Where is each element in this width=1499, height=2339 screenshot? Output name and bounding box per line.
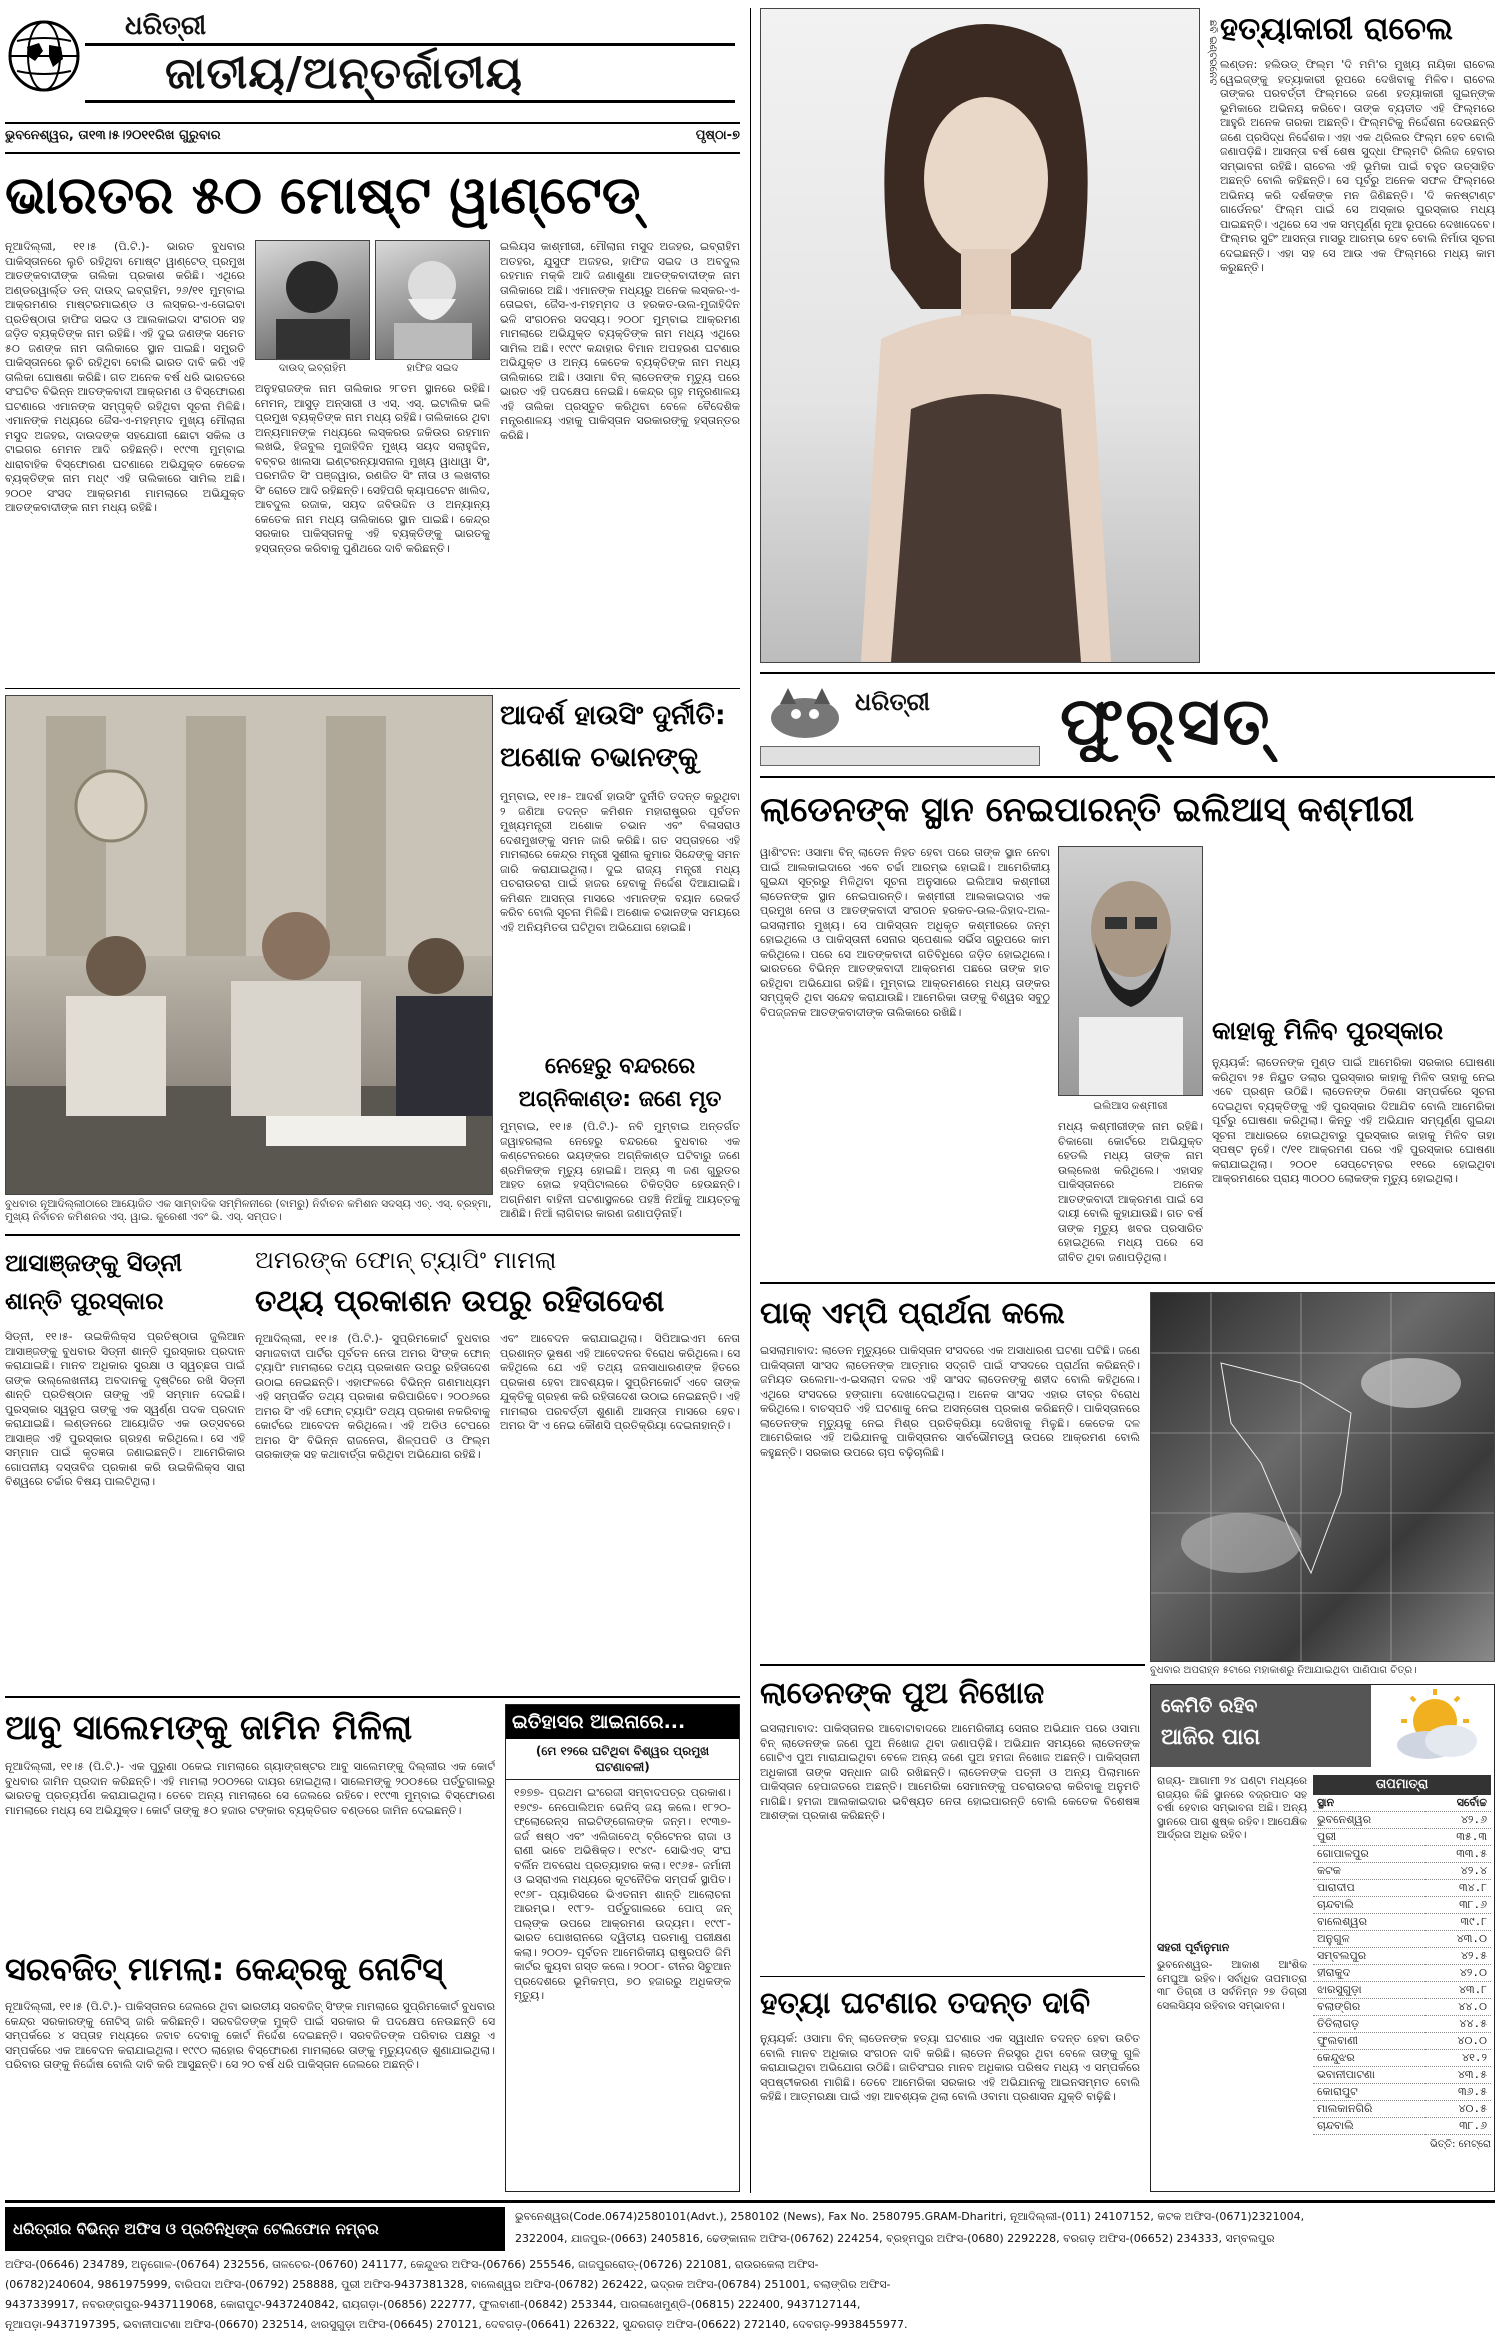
rachel-body: ଲଣ୍ଡନ: ହଲିଉଡ୍ ଫିଲ୍ମ 'ଦି ମମି'ର ମୁଖ୍ୟ ନାୟିକା ରାଚେଲ ୱେଇଜ୍‌ଙ୍କୁ ହତ୍ୟାକାରୀ ରୂପରେ ଦେଖିବାକୁ ମିଳିବ। ରାଚେଲ ତାଙ୍କର ପରବର୍ତ୍ତୀ ଫିଲ୍ମରେ ଜଣେ ହତ୍ୟାକାରୀ ଗୁଇନ୍‌ଙ୍କ ଭୂମିକାରେ ଅଭିନୟ କରିବେ। ତାଙ୍କ ବ୍ୟତୀତ ଏହି ଫିଲ୍ମରେ ଆହୁରି ଅନେକ ତାରକା ଅଛନ୍ତି। ଫିଲ୍ମଟିକୁ ନିର୍ଦ୍ଦେଶନା ଦେଉଛନ୍ତି ଜଣେ ପ୍ରସିଦ୍ଧ ନିର୍ଦ୍ଦେଶକ। ଏହା ଏକ ଥ୍ରିଲର ଫିଲ୍ମ ହେବ ବୋଲି ଜଣାପଡ଼ିଛି। ଆସନ୍ତା ବର୍ଷ ଶେଷ ସୁଦ୍ଧା ଫିଲ୍ମଟି ରିଲିଜ ହେବାର ସମ୍ଭାବନା ରହିଛି। ରାଚେଲ ଏହି ଭୂମିକା ପାଇଁ ବହୁତ ଉତ୍ସାହିତ ଅଛନ୍ତି ବୋଲି କହିଛନ୍ତି। ସେ ପୂର୍ବରୁ ଅନେକ ସଫଳ ଫିଲ୍ମରେ ଅଭିନୟ କରି ଦର୍ଶକଙ୍କ ମନ ଜିଣିଛନ୍ତି। 'ଦି କନଷ୍ଟାଣ୍ଟ ଗାର୍ଡେନର' ଫିଲ୍ମ ପାଇଁ ସେ ଅସ୍କାର ପୁରସ୍କାର ମଧ୍ୟ ପାଇଛନ୍ତି। ଏଥିରେ ସେ ଏକ ସମ୍ପୂର୍ଣ୍ଣ ନୂଆ ରୂପରେ ଦେଖାଦେବେ। ଫିଲ୍ମର ସୁଟିଂ ଆସନ୍ତା ମାସରୁ ଆରମ୍ଭ ହେବ ବୋଲି ନିର୍ମାତା ସୂଚନା ଦେଇଛନ୍ତି। ଏହା ସହ ସେ ଆଉ ଏକ ଫିଲ୍ମରେ ମଧ୍ୟ କାମ କରୁଛନ୍ତି। [1220, 58, 1495, 274]
city-forecast-heading: ସହରୀ ପୂର୍ବାନୁମାନ [1157, 1941, 1230, 1954]
murder-probe-body: ନ୍ୟୁୟର୍କ: ଓସାମା ବିନ୍ ଲାଡେନଙ୍କ ହତ୍ୟା ଘଟଣାର ଏକ ସ୍ୱାଧୀନ ତଦନ୍ତ ହେବା ଉଚିତ ବୋଲି ମାନବ ଅଧିକାର ସଂଗଠନ ଦାବି କରିଛି। ଲାଡେନ ନିରସ୍ତ୍ର ଥିବା ବେଳେ ତାଙ୍କୁ ଗୁଳି କରାଯାଇଥିବା ଅଭିଯୋଗ ଉଠିଛି। ଜାତିସଂଘର ମାନବ ଅଧିକାର ପରିଷଦ ମଧ୍ୟ ଏ ସମ୍ପର୍କରେ ସ୍ପଷ୍ଟୀକରଣ ମାଗିଛି। ତେବେ ଆମେରିକା ସରକାର ଏହି ଅଭିଯାନକୁ ଆଇନସମ୍ମତ ବୋଲି କହିଛି। ଆତ୍ମରକ୍ଷା ପାଇଁ ଏହା ଆବଶ୍ୟକ ଥିଲା ବୋଲି ଓବାମା ପ୍ରଶାସନ ଯୁକ୍ତି ବାଢ଼ିଛି। [760, 2032, 1140, 2103]
amar-headline: ତଥ୍ୟ ପ୍ରକାଶନ ଉପରୁ ରହିତାଦେଶ [255, 1284, 665, 1319]
satellite-image [1150, 1292, 1495, 1662]
story1-body-a: ନୂଆଦିଲ୍ଲୀ, ୧୧।୫ (ପି.ଟି.)- ଭାରତ ବୁଧବାର ପାକିସ୍ତାନରେ ଲୁଚି ରହିଥିବା ମୋଷ୍ଟ ୱାଣ୍ଟେଡ୍ ପ୍ରମୁଖ ଆତଙ୍କବାଦୀଙ୍କ ତାଲିକା ପ୍ରକାଶ କରିଛି। ଏଥିରେ ଅଣ୍ଡରୱାର୍ଲ୍ଡ ଡନ୍ ଦାଉଦ୍ ଇବ୍ରାହିମ, ୨୬/୧୧ ମୁମ୍ବାଇ ଆକ୍ରମଣର ମାଷ୍ଟରମାଇଣ୍ଡ ଓ ଲସ୍କର-ଏ-ତୋଇବା ପ୍ରତିଷ୍ଠାତା ହାଫିଜ ସଇଦ ଓ ଆଲକାଇଦା ସଂଗଠନ ସହ ଜଡ଼ିତ ବ୍ୟକ୍ତିଙ୍କ ନାମ ରହିଛି। ଏହି ଦୁଇ ଜଣଙ୍କ ସମେତ ୫୦ ଜଣଙ୍କ ନାମ ତାଲିକାରେ ସ୍ଥାନ ପାଇଛି। ସମ୍ପ୍ରତି ପାକିସ୍ତାନରେ ଲୁଚି ରହିଥିବା ବୋଲି ଭାରତ ଦାବି କରି ଏହି ତାଲିକା ଘୋଷଣା କରିଛି। ଗତ ଅନେକ ବର୍ଷ ଧରି ଭାରତରେ ସଂଘଟିତ ବିଭିନ୍ନ ଆତଙ୍କବାଦୀ ଆକ୍ରମଣ ଓ ବିସ୍ଫୋରଣ ଘଟଣାରେ ଏମାନଙ୍କ ସମ୍ପୃକ୍ତି ରହିଥିବା ସୂଚନା ମିଳିଛି। ଏମାନଙ୍କ ମଧ୍ୟରେ ଜୈସ-ଏ-ମହମ୍ମଦ ମୁଖ୍ୟ ମୌଲାନା ମସୁଦ ଅଜହର, ଦାଉଦଙ୍କ ସହଯୋଗୀ ଛୋଟା ସକିଲ ଓ ଟାଇଗର ମେମନ ଆଦି ରହିଛନ୍ତି। ୧୯୯୩ ମୁମ୍ବାଇ ଧାରାବାହିକ ବିସ୍ଫୋରଣ ଘଟଣାରେ ଅଭିଯୁକ୍ତ କେତେକ ବ୍ୟକ୍ତିଙ୍କ ନାମ ମଧ୍୯ ଏହି ତାଲିକାରେ ସାମିଲ ଅଛି। ୨୦୦୧ ସଂସଦ ଆକ୍ରମଣ ମାମଲାରେ ଅଭିଯୁକ୍ତ ଆତଙ୍କବାଦୀଙ୍କ ନାମ ମଧ୍ୟ ରହିଛି। [5, 240, 245, 514]
history-subtitle: (ମେ ୧୨ରେ ଘଟିଥିବା ବିଶ୍ୱର ପ୍ରମୁଖ ଘଟଣାବଳୀ) [506, 1739, 739, 1780]
abu-headline: ଆବୁ ସାଲେମଙ୍କୁ ଜାମିନ ମିଳିଲା [5, 1708, 413, 1748]
temp-rows [1313, 1795, 1491, 2135]
footer-line6: ନୂଆପଡ଼ା-9437197395, ଭବାନୀପାଟଣା ଅଫିସ-(06670) 232514, ଝାରସୁଗୁଡ଼ା ଅଫିସ-(06645) 270121, ଦେବଗଡ଼-(06641) 226322, ସୁନ୍ଦରଗଡ଼ ଅଫିସ-(06622) 272140, ଦେବଗଡ଼-9938455977. [5, 2318, 908, 2331]
amar-body-a: ନୂଆଦିଲ୍ଲୀ, ୧୧।୫ (ପି.ଟି.)- ସୁପ୍ରିମକୋର୍ଟ ବୁଧବାର ସମାଜବାଦୀ ପାର୍ଟିର ପୂର୍ବତନ ନେତା ଅମର ସିଂଙ୍କ ଫୋନ୍ ଟ୍ୟାପିଂ ମାମଲାରେ ତଥ୍ୟ ପ୍ରକାଶନ ଉପରୁ ରହିତାଦେଶ ଉଠାଇ ନେଇଛନ୍ତି। ଏହାଫଳରେ ବିଭିନ୍ନ ଗଣମାଧ୍ୟମ ଏହି ସମ୍ପର୍କିତ ତଥ୍ୟ ପ୍ରକାଶ କରିପାରିବେ। ୨୦୦୬ରେ ଅମର ସିଂ ଏହି ଫୋନ୍ ଟ୍ୟାପିଂ ତଥ୍ୟ ପ୍ରକାଶ ନକରିବାକୁ କୋର୍ଟରେ ଆବେଦନ କରିଥିଲେ। ଏହି ଅଡିଓ ଟେପରେ ଅମର ସିଂ ବିଭିନ୍ନ ରାଜନେତା, ଶିଳ୍ପପତି ଓ ଫିଲ୍ମ ତାରକାଙ୍କ ସହ କଥାବାର୍ତ୍ତା କରିଥିବା ଅଭିଯୋଗ ରହିଛି। [255, 1332, 490, 1461]
history-body: ୧୭୭୭- ପ୍ରଥମ ଇଂରେଜୀ ସମ୍ବାଦପତ୍ର ପ୍ରକାଶ। ୧୭୯୭- ନେପୋଲିଅନ ଭେନିସ୍ ଜୟ କଲେ। ୧୮୨୦- ଫ୍ଲୋରେନ୍ସ ନାଇଟିଙ୍ଗେଲଙ୍କ ଜନ୍ମ। ୧୯୩୭- ଜର୍ଜ ଷଷ୍ଠ ଏବଂ ଏଲିଜାବେଥ୍ ବ୍ରିଟେନର ରାଜା ଓ ରାଣୀ ଭାବେ ଅଭିଷିକ୍ତ। ୧୯୪୯- ସୋଭିଏତ୍ ସଂଘ ବର୍ଲିନ ଅବରୋଧ ପ୍ରତ୍ୟାହାର କଲା। ୧୯୬୫- ଜର୍ମାନୀ ଓ ଇସ୍ରାଏଲ ମଧ୍ୟରେ କୂଟନୈତିକ ସମ୍ପର୍କ ସ୍ଥାପିତ। ୧୯୬୮- ପ୍ୟାରିସରେ ଭିଏତନାମ ଶାନ୍ତି ଆଲୋଚନା ଆରମ୍ଭ। ୧୯୮୨- ପର୍ତ୍ତୁଗାଲରେ ପୋପ୍ ଜନ୍ ପଲ୍‌ଙ୍କ ଉପରେ ଆକ୍ରମଣ ଉଦ୍ୟମ। ୧୯୯୮- ଭାରତ ପୋଖରାନରେ ଦ୍ୱିତୀୟ ପରମାଣୁ ପରୀକ୍ଷଣ କଲା। ୨୦୦୨- ପୂର୍ବତନ ଆମେରିକୀୟ ରାଷ୍ଟ୍ରପତି ଜିମି କାର୍ଟର କ୍ୟୁବା ଗସ୍ତ କଲେ। ୨୦୦୮- ଚୀନର ସିଚୁଆନ ପ୍ରଦେଶରେ ଭୂମିକମ୍ପ, ୭୦ ହଜାରରୁ ଅଧିକଙ୍କ ମୃତ୍ୟୁ। [514, 1786, 731, 2002]
satellite-caption: ବୁଧବାର ଅପରାହ୍ନ ୫ଟାରେ ମହାକାଶରୁ ନିଆଯାଇଥିବା ପାଣିପାଗ ଚିତ୍ର। [1150, 1665, 1417, 1676]
table-row: କଟକ ୪୨.୪ [1313, 1863, 1491, 1880]
table-row: ଚାନ୍ଦବାଲି ୩୮.୬ [1313, 2118, 1491, 2135]
daud-photo [255, 240, 370, 360]
laden-son-headline: ଲାଡେନଙ୍କ ପୁଅ ନିଖୋଜ [760, 1676, 1045, 1711]
footer [5, 2200, 1495, 2334]
table-row: ମାଲକାନଗିରି ୪୦.୫ [1313, 2101, 1491, 2118]
temp-title: ତାପମାତ୍ରା [1313, 1775, 1491, 1795]
award-who-body: ନ୍ୟୁୟର୍କ: ଲାଡେନଙ୍କ ମୁଣ୍ଡ ପାଇଁ ଆମେରିକା ସରକାର ଘୋଷଣା କରିଥିବା ୨୫ ନିୟୁତ ଡଲାର ପୁରସ୍କାର କାହାକୁ ମିଳିବ ତାହାକୁ ନେଇ ଏବେ ପ୍ରଶ୍ନ ଉଠିଛି। ଲାଡେନଙ୍କ ଠିକଣା ସମ୍ପର୍କରେ ସୂଚନା ଦେଇଥିବା ବ୍ୟକ୍ତିଙ୍କୁ ଏହି ପୁରସ୍କାର ଦିଆଯିବ ବୋଲି ଆମେରିକା ପୂର୍ବରୁ ଘୋଷଣା କରିଥିଲା। କିନ୍ତୁ ଏହି ଅଭିଯାନ ସମ୍ପୂର୍ଣ୍ଣ ଗୁଇନ୍ଦା ସୂଚନା ଆଧାରରେ ହୋଇଥିବାରୁ ପୁରସ୍କାର କାହାକୁ ମିଳିବ ତାହା ସ୍ପଷ୍ଟ ନୁହେଁ। ୯/୧୧ ଆକ୍ରମଣ ପରେ ଏହି ପୁରସ୍କାର ଘୋଷଣା କରାଯାଇଥିଲା। ୨୦୦୧ ସେପ୍ଟେମ୍ବର ୧୧ରେ ହୋଇଥିବା ଆକ୍ରମଣରେ ପ୍ରାୟ ୩୦୦୦ ଲୋକଙ୍କ ମୃତ୍ୟୁ ହୋଇଥିଲା। [1212, 1056, 1495, 1185]
amar-body-b: ଏବଂ ଆବେଦନ କରାଯାଇଥିଲା। ସିପିଆଇଏମ ନେତା ପ୍ରଶାନ୍ତ ଭୂଷଣ ଏହି ଆବେଦନର ବିରୋଧ କରିଥିଲେ। ସେ କହିଥିଲେ ଯେ ଏହି ତଥ୍ୟ ଜନସାଧାରଣଙ୍କ ହିତରେ ପ୍ରକାଶ ହେବା ଆବଶ୍ୟକ। ସୁପ୍ରିମକୋର୍ଟ ଏବେ ତାଙ୍କ ଯୁକ୍ତିକୁ ଗ୍ରହଣ କରି ରହିତାଦେଶ ଉଠାଇ ନେଇଛନ୍ତି। ଏହି ମାମଲାର ପରବର୍ତ୍ତୀ ଶୁଣାଣି ଆସନ୍ତା ମାସରେ ହେବ। ଅମର ସିଂ ଏ ନେଇ କୌଣସି ପ୍ରତିକ୍ରିୟା ଦେଇନାହାନ୍ତି। [500, 1332, 740, 1432]
asanje-headline: ଆସାଞ୍ଜଙ୍କୁ ସିଡ୍‌ନୀ ଶାନ୍ତି ପୁରସ୍କାର [5, 1249, 183, 1315]
sarabjit-body: ନୂଆଦିଲ୍ଲୀ, ୧୧।୫ (ପି.ଟି.)- ପାକିସ୍ତାନର ଜେଲରେ ଥିବା ଭାରତୀୟ ସରବଜିତ୍ ସିଂଙ୍କ ମାମଲାରେ ସୁପ୍ରିମକୋର୍ଟ ବୁଧବାର କେନ୍ଦ୍ର ସରକାରଙ୍କୁ ନୋଟିସ୍ ଜାରି କରିଛନ୍ତି। ସରବଜିତଙ୍କ ମୁକ୍ତି ପାଇଁ ସରକାର କି ପଦକ୍ଷେପ ନେଉଛନ୍ତି ସେ ସମ୍ପର୍କରେ ୪ ସପ୍ତାହ ମଧ୍ୟରେ ଜବାବ ଦେବାକୁ କୋର୍ଟ ନିର୍ଦ୍ଦେଶ ଦେଇଛନ୍ତି। ସରବଜିତଙ୍କ ପରିବାର ପକ୍ଷରୁ ଏ ସମ୍ପର୍କରେ ଏକ ଆବେଦନ କରାଯାଇଥିଲା। ୧୯୯୦ ଲାହୋର ବିସ୍ଫୋରଣ ମାମଲାରେ ତାଙ୍କୁ ମୃତ୍ୟୁଦଣ୍ଡ ଶୁଣାଯାଇଥିଲା। ପରିବାର ତାଙ୍କୁ ନିର୍ଦ୍ଦୋଷ ବୋଲି ଦାବି କରି ଆସୁଛନ୍ତି। ସେ ୨୦ ବର୍ଷ ଧରି ପାକିସ୍ତାନ ଜେଲରେ ଅଛନ୍ତି। [5, 2000, 495, 2071]
table-row: ବଲାଙ୍ଗିର ୪୪.୦ [1313, 1999, 1491, 2016]
fursat-logo: ଧରିତ୍ରୀ [855, 687, 930, 716]
footer-title: ଧରିତ୍ରୀର ବିଭିନ୍ନ ଅଫିସ ଓ ପ୍ରତିନିଧିଙ୍କ ଟେଲିଫୋନ ନମ୍ବର [5, 2207, 505, 2251]
pak-mp-body: ଇସଲାମାବାଦ: ଲାଡେନ ମୃତ୍ୟୁରେ ପାକିସ୍ତାନ ସଂସଦରେ ଏକ ଅସାଧାରଣ ଘଟଣା ଘଟିଛି। ଜଣେ ପାକିସ୍ତାନୀ ସାଂସଦ ଲାଡେନଙ୍କ ଆତ୍ମାର ସଦ୍‌ଗତି ପାଇଁ ସଂସଦରେ ପ୍ରାର୍ଥନା କରିଛନ୍ତି। ଜମିୟତ ଉଲେମା-ଏ-ଇସଲାମ ଦଳର ଏହି ସାଂସଦ ଲାଡେନଙ୍କୁ ଶହୀଦ ବୋଲି କହିଥିଲେ। ଏଥିରେ ସଂସଦରେ ହଙ୍ଗାମା ଦେଖାଦେଇଥିଲା। ଅନେକ ସାଂସଦ ଏହାର ତୀବ୍ର ବିରୋଧ କରିଥିଲେ। ବାଚସ୍ପତି ଏହି ଘଟଣାକୁ ନେଇ ଅସନ୍ତୋଷ ପ୍ରକାଶ କରିଛନ୍ତି। ପାକିସ୍ତାନରେ ଲାଡେନଙ୍କ ମୃତ୍ୟୁକୁ ନେଇ ମିଶ୍ର ପ୍ରତିକ୍ରିୟା ଦେଖିବାକୁ ମିଳୁଛି। କେତେକ ଦଳ ଆମେରିକାର ଏହି ଅଭିଯାନକୁ ପାକିସ୍ତାନର ସାର୍ବଭୌମତ୍ୱ ଉପରେ ଆକ୍ରମଣ ବୋଲି କହୁଛନ୍ତି। ସରକାର ଉପରେ ଚାପ ବଢ଼ିଚାଲିଛି। [760, 1344, 1140, 1459]
adarsh-body: ମୁମ୍ବାଇ, ୧୧।୫- ଆଦର୍ଶ ହାଉସିଂ ଦୁର୍ନୀତି ତଦନ୍ତ କରୁଥିବା ୨ ଜଣିଆ ତଦନ୍ତ କମିଶନ ମହାରାଷ୍ଟ୍ରର ପୂର୍ବତନ ମୁଖ୍ୟମନ୍ତ୍ରୀ ଅଶୋକ ଚଭାନ ଏବଂ ବିଳାସରାଓ ଦେଶମୁଖଙ୍କୁ ସମନ ଜାରି କରିଛି। ଗତ ସପ୍ତାହରେ ଏହି ମାମଲାରେ କେନ୍ଦ୍ର ମନ୍ତ୍ରୀ ସୁଶୀଲ କୁମାର ସିନ୍ଦେଙ୍କୁ ସମନ ଜାରି କରାଯାଇଥିଲା। ଦୁଇ ରାଜ୍ୟ ମନ୍ତ୍ରୀ ମଧ୍ୟ ପଚରାଉଚରା ପାଇଁ ହାଜର ହେବାକୁ ନିର୍ଦ୍ଦେଶ ଦିଆଯାଇଛି। କମିଶନ ଆସନ୍ତା ମାସରେ ଏମାନଙ୍କ ବୟାନ ରେକର୍ଡ କରିବ ବୋଲି ସୂଚନା ମିଳିଛି। ଅଶୋକ ଚଭାନଙ୍କ ସମୟରେ ଏହି ଅନିୟମିତତା ଘଟିଥିବା ଅଭିଯୋଗ ହୋଇଛି। [500, 790, 740, 934]
table-row: ପାରାଦୀପ ୩୪.୮ [1313, 1880, 1491, 1897]
fursat-title: ଫୁର୍‌ସତ୍ [1060, 683, 1272, 760]
table-row: କେନ୍ଦୁଝର ୪୧.୨ [1313, 2050, 1491, 2067]
table-row: ପୁରୀ ୩୫.୩ [1313, 1829, 1491, 1846]
laden-place-body-b: ମଧ୍ୟ କଶ୍ମୀରୀଙ୍କ ନାମ ରହିଛି। ଚିକାଗୋ କୋର୍ଟରେ ଅଭିଯୁକ୍ତ ହେଡଲି ମଧ୍ୟ ତାଙ୍କ ନାମ ଉଲ୍ଲେଖ କରିଥିଲେ। ଏହାସହ ପାକିସ୍ତାନରେ ଅନେକ ଆତଙ୍କବାଦୀ ଆକ୍ରମଣ ପାଇଁ ସେ ଦାୟୀ ବୋଲି କୁହାଯାଉଛି। ଗତ ବର୍ଷ ତାଙ୍କ ମୃତ୍ୟୁ ଖବର ପ୍ରସାରିତ ହୋଇଥିଲେ ମଧ୍ୟ ପରେ ସେ ଜୀବିତ ଥିବା ଜଣାପଡ଼ିଥିଲା। [1058, 1120, 1203, 1264]
amar-kicker: ଅମରଙ୍କ ଫୋନ୍ ଟ୍ୟାପିଂ ମାମଲା [255, 1246, 557, 1274]
press-photo-caption: ବୁଧବାର ନୂଆଦିଲ୍ଲୀଠାରେ ଆୟୋଜିତ ଏକ ସାମ୍ବାଦିକ ସମ୍ମିଳନୀରେ (ବାମରୁ) ନିର୍ବାଚନ କମିଶନ ସଦସ୍ୟ ଏଚ୍. ଏସ୍. ବ୍ରହ୍ମା, ମୁଖ୍ୟ ନିର୍ବାଚନ କମିଶନର ଏସ୍. ୱାଇ. କୁରେଶୀ ଏବଂ ଭି. ଏସ୍. ସମ୍ପତ। [5, 1198, 492, 1223]
adarsh-headline: ଆଦର୍ଶ ହାଉସିଂ ଦୁର୍ନୀତି: ଅଶୋକ ଚଭାନଙ୍କୁ [500, 700, 726, 773]
kashmiri-photo [1058, 846, 1203, 1096]
table-row: ଝାରସୁଗୁଡ଼ା ୪୩.୮ [1313, 1982, 1491, 1999]
col-place: ସ୍ଥାନ [1313, 1795, 1425, 1812]
weather-body: ରାଜ୍ୟ- ଆଗାମୀ ୨୪ ଘଣ୍ଟା ମଧ୍ୟରେ ରାଜ୍ୟର କିଛି ସ୍ଥାନରେ ବଜ୍ରପାତ ସହ ବର୍ଷା ହେବାର ସମ୍ଭାବନା ଅଛି। ଅନ୍ୟ ସ୍ଥାନରେ ପାଗ ଶୁଷ୍କ ରହିବ। ଆପେକ୍ଷିକ ଆର୍ଦ୍ରତା ଅଧିକ ରହିବ। [1157, 1775, 1307, 1841]
history-title: ଇତିହାସର ଆଇନାରେ... [506, 1705, 739, 1739]
cartoon-cat-icon [760, 682, 850, 742]
murder-probe-headline: ହତ୍ୟା ଘଟଣାର ତଦନ୍ତ ଦାବି [760, 1986, 1091, 2021]
daud-caption: ଦାଉଦ୍ ଇବ୍ରାହିମ [278, 362, 347, 374]
footer-line4: (06782)240604, 9861975999, ବାରିପଦା ଅଫିସ-(06792) 258888, ପୁରୀ ଅଫିସ-9437381328, ବାଲେଶ୍ୱର ଅଫିସ-(06782) 262422, ଭଦ୍ରକ ଅଫିସ-(06784) 251001, ବଲାଙ୍ଗିର ଅଫିସ- [5, 2278, 891, 2291]
section-title [85, 43, 735, 103]
footer-line5: 9437339917, ନବରଙ୍ଗପୁର-9437119068, କୋରାପୁଟ-9437240842, ରାୟଗଡ଼ା-(06856) 222777, ଫୁଲବାଣୀ-(06842) 253344, ପାରଳାଖେମୁଣ୍ଡି-(06815) 222400, 9437127144, [5, 2298, 861, 2311]
section-title-text: ଜାତୀୟ/ଅନ୍ତର୍ଜାତୀୟ [165, 48, 523, 99]
paper-logo: ଧରିତ୍ରୀ [125, 11, 207, 41]
fursat-banner [760, 682, 1495, 774]
table-row: ବାଲେଶ୍ୱର ୩୯.୮ [1313, 1914, 1491, 1931]
table-row: ଭୁବନେଶ୍ୱର ୪୨.୬ [1313, 1812, 1491, 1829]
press-conference-photo [5, 695, 493, 1195]
weather-title-line2: ଆଜିର ପାଗ [1161, 1725, 1261, 1750]
table-row: ଗୋପାଳପୁର ୩୩.୫ [1313, 1846, 1491, 1863]
masthead [5, 5, 740, 117]
footer-line2: 2322004, ଯାଜପୁର-(0663) 2405816, ଢେଙ୍କାନାଳ ଅଫିସ-(06762) 224254, ବ୍ରହ୍ମପୁର ଅଫିସ-(0680) 2292228, ବରଗଡ଼ ଅଫିସ-(06652) 234333, ସମ୍ବଲପୁର [515, 2232, 1275, 2245]
rachel-headline: ହତ୍ୟାକାରୀ ରାଚେଲ [1220, 11, 1454, 47]
pak-mp-headline: ପାକ୍ ଏମ୍‌ପି ପ୍ରାର୍ଥନା କଲେ [760, 1296, 1065, 1331]
laden-place-body-a: ୱାଶିଂଟନ: ଓସାମା ବିନ୍ ଲାଡେନ ନିହତ ହେବା ପରେ ତାଙ୍କ ସ୍ଥାନ ନେବା ପାଇଁ ଆଲକାଇଦାରେ ଏବେ ଚର୍ଚ୍ଚା ଆରମ୍ଭ ହୋଇଛି। ଆମେରିକୀୟ ଗୁଇନ୍ଦା ସୂତ୍ରରୁ ମିଳିଥିବା ସୂଚନା ଅନୁସାରେ ଇଲିଆସ କଶ୍ମୀରୀ ଲାଡେନଙ୍କ ସ୍ଥାନ ନେଇପାରନ୍ତି। କଶ୍ମୀରୀ ଆଲକାଇଦାର ଏକ ପ୍ରମୁଖ ନେତା ଓ ଆତଙ୍କବାଦୀ ସଂଗଠନ ହରକତ-ଉଲ-ଜିହାଦ-ଅଲ-ଇସଲାମୀର ମୁଖ୍ୟ। ସେ ପାକିସ୍ତାନ ଅଧିକୃତ କଶ୍ମୀରରେ ଜନ୍ମ ହୋଇଥିଲେ ଓ ପାକିସ୍ତାନୀ ସେନାର ସ୍ପେଶାଲ ସର୍ଭିସ ଗ୍ରୁପରେ କାମ କରିଥିଲେ। ପରେ ସେ ଆତଙ୍କବାଦୀ ଗତିବିଧିରେ ଜଡ଼ିତ ହୋଇଥିଲେ। ଭାରତରେ ବିଭିନ୍ନ ଆତଙ୍କବାଦୀ ଆକ୍ରମଣ ପଛରେ ତାଙ୍କ ହାତ ରହିଥିବା ଅଭିଯୋଗ ରହିଛି। ମୁମ୍ବାଇ ଆକ୍ରମଣରେ ମଧ୍ୟ ତାଙ୍କର ସମ୍ପୃକ୍ତି ଥିବା ସନ୍ଦେହ କରାଯାଉଛି। ଆମେରିକା ତାଙ୍କୁ ବିଶ୍ୱର ସବୁଠୁ ବିପଜ୍ଜନକ ଆତଙ୍କବାଦୀଙ୍କ ତାଲିକାରେ ରଖିଛି। [760, 846, 1050, 1019]
table-row: ଭବାନୀପାଟଣା ୪୩.୫ [1313, 2067, 1491, 2084]
hafiz-caption: ହାଫିଜ ସଇଦ [406, 362, 459, 374]
sarabjit-headline: ସରବଜିତ୍ ମାମଲା: କେନ୍ଦ୍ରକୁ ନୋଟିସ୍ [5, 1950, 444, 1988]
award-who-headline: କାହାକୁ ମିଳିବ ପୁରସ୍କାର [1212, 1016, 1444, 1045]
hafiz-photo [375, 240, 490, 360]
story1-body-c: ଇଲିୟସ କାଶ୍ମୀରୀ, ମୌଲାନା ମସୁଦ ଅଜହର, ଇବ୍ରାହିମ ଅତହର, ଯୁସୁଫ ଅଜହର, ହାଫିଜ ସଇଦ ଓ ଅବଦୁଲ ରହମାନ ମକ୍କି ଆଦି ଜଣାଶୁଣା ଆତଙ୍କବାଦୀଙ୍କ ନାମ ତାଲିକାରେ ଅଛି। ଏମାନଙ୍କ ମଧ୍ୟରୁ ଅନେକ ଲସ୍କର-ଏ-ତୋଇବା, ଜୈସ-ଏ-ମହମ୍ମଦ ଓ ହରକତ-ଉଲ-ମୁଜାହିଦିନ ଭଳି ସଂଗଠନର ସଦସ୍ୟ। ୨୦୦୮ ମୁମ୍ବାଇ ଆକ୍ରମଣ ମାମଲାରେ ଅଭିଯୁକ୍ତ ବ୍ୟକ୍ତିଙ୍କ ନାମ ମଧ୍ୟ ଏଥିରେ ସାମିଲ ଅଛି। ୧୯୯୯ କନ୍ଦାହାର ବିମାନ ଅପହରଣ ଘଟଣାର ଅଭିଯୁକ୍ତ ଓ ଅନ୍ୟ କେତେକ ବ୍ୟକ୍ତିଙ୍କ ନାମ ମଧ୍ୟ ତାଲିକାରେ ଅଛି। ଓସାମା ବିନ୍ ଲାଡେନଙ୍କ ମୃତ୍ୟୁ ପରେ ଭାରତ ଏହି ପଦକ୍ଷେପ ନେଇଛି। କେନ୍ଦ୍ର ଗୃହ ମନ୍ତ୍ରଣାଳୟ ଏହି ତାଲିକା ପ୍ରସ୍ତୁତ କରିଥିବା ବେଳେ ବୈଦେଶିକ ମନ୍ତ୍ରଣାଳୟ ଏହାକୁ ପାକିସ୍ତାନ ସରକାରଙ୍କୁ ହସ୍ତାନ୍ତର କରିଛି। [500, 240, 740, 442]
dateline: ଭୁବନେଶ୍ୱର, ତା୧୩।୫।୨୦୧୧ରିଖ ଗୁରୁବାର [5, 128, 221, 143]
weather-title [1151, 1685, 1371, 1767]
col-max: ସର୍ବୋଚ୍ଚ [1425, 1795, 1491, 1812]
laden-son-body: ଇସଲାମାବାଦ: ପାକିସ୍ତାନର ଆବୋଟାବାଦରେ ଆମେରିକୀୟ ସେନାର ଅଭିଯାନ ପରେ ଓସାମା ବିନ୍ ଲାଡେନଙ୍କ ଜଣେ ପୁଅ ନିଖୋଜ ଥିବା ଜଣାପଡ଼ିଛି। ଅଭିଯାନ ସମୟରେ ଲାଡେନଙ୍କ ଗୋଟିଏ ପୁଅ ମାରାଯାଇଥିବା ବେଳେ ଅନ୍ୟ ଜଣେ ପୁଅ ହମଜା ନିଖୋଜ ଅଛନ୍ତି। ପାକିସ୍ତାନୀ ଅଧିକାରୀ ତାଙ୍କ ସନ୍ଧାନ ଜାରି ରଖିଛନ୍ତି। ଲାଡେନଙ୍କ ପତ୍ନୀ ଓ ଅନ୍ୟ ପିଲାମାନେ ପାକିସ୍ତାନ ହେପାଜତରେ ଅଛନ୍ତି। ଆମେରିକା ସେମାନଙ୍କୁ ପଚରାଉଚରା କରିବାକୁ ଅନୁମତି ମାଗିଛି। ହମଜା ଆଲକାଇଦାର ଭବିଷ୍ୟତ ନେତା ହୋଇପାରନ୍ତି ବୋଲି କେତେକ ବିଶେଷଜ୍ଞ ଆଶଙ୍କା ପ୍ରକାଶ କରିଛନ୍ତି। [760, 1722, 1140, 1822]
laden-place-headline: ଲାଡେନଙ୍କ ସ୍ଥାନ ନେଇପାରନ୍ତି ଇଲିଆସ୍ କଶ୍ମୀରୀ [760, 790, 1415, 830]
abu-body: ନୂଆଦିଲ୍ଲୀ, ୧୧।୫ (ପି.ଟି.)- ଏକ ପୁରୁଣା ଠକେଇ ମାମଲାରେ ଗ୍ୟାଙ୍ଗଷ୍ଟର ଆବୁ ସାଲେମଙ୍କୁ ଦିଲ୍ଲୀର ଏକ କୋର୍ଟ ବୁଧବାର ଜାମିନ ପ୍ରଦାନ କରିଛନ୍ତି। ଏହି ମାମଲା ୨୦୦୨ରେ ଦାୟର ହୋଇଥିଲା। ସାଲେମଙ୍କୁ ୨୦୦୫ରେ ପର୍ତ୍ତୁଗାଲରୁ ଭାରତକୁ ପ୍ରତ୍ୟର୍ପଣ କରାଯାଇଥିଲା। ତେବେ ଅନ୍ୟ ମାମଲାରେ ସେ ଜେଲରେ ରହିବେ। ୧୯୯୩ ମୁମ୍ବାଇ ବିସ୍ଫୋରଣ ମାମଲାରେ ମଧ୍ୟ ସେ ଅଭିଯୁକ୍ତ। କୋର୍ଟ ତାଙ୍କୁ ୫୦ ହଜାର ଟଙ୍କାର ବ୍ୟକ୍ତିଗତ ବଣ୍ଡରେ ଜାମିନ ଦେଇଛନ୍ତି। [5, 1760, 495, 1817]
globe-logo-icon [5, 17, 83, 95]
city-forecast-body: ଭୁବନେଶ୍ୱର- ଆକାଶ ଆଂଶିକ ମେଘୁଆ ରହିବ। ସର୍ବାଧିକ ତାପମାତ୍ରା ୩୮ ଡିଗ୍ରୀ ଓ ସର୍ବନିମ୍ନ ୨୭ ଡିଗ୍ରୀ ସେଲସିୟସ ରହିବାର ସମ୍ଭାବନା। [1157, 1959, 1307, 2012]
temp-table [1313, 1775, 1491, 2187]
kashmiri-caption: ଇଲିଆସ କଶ୍ମୀରୀ [1093, 1100, 1168, 1112]
nehru-port-body: ମୁମ୍ବାଇ, ୧୧।୫ (ପି.ଟି.)- ନବି ମୁମ୍ବାଇ ଅନ୍ତର୍ଗତ ଜୱାହରଲାଲ ନେହେରୁ ବନ୍ଦରରେ ବୁଧବାର ଏକ କଣ୍ଟେନରରେ ଭୟଙ୍କର ଅଗ୍ନିକାଣ୍ଡ ଘଟିବାରୁ ଜଣେ ଶ୍ରମିକଙ୍କ ମୃତ୍ୟୁ ହୋଇଛି। ଅନ୍ୟ ୩ ଜଣ ଗୁରୁତର ଆହତ ହୋଇ ହସ୍ପିଟାଲରେ ଚିକିତ୍ସିତ ହେଉଛନ୍ତି। ଅଗ୍ନିଶମ ବାହିନୀ ଘଟଣାସ୍ଥଳରେ ପହଞ୍ଚି ନିଆଁକୁ ଆୟତ୍ତକୁ ଆଣିଛି। ନିଆଁ ଲାଗିବାର କାରଣ ଜଣାପଡ଼ିନାହିଁ। [500, 1120, 740, 1220]
table-row: ସମ୍ବଲପୁର ୪୨.୫ [1313, 1948, 1491, 1965]
table-row: କୋରାପୁଟ ୩୬.୫ [1313, 2084, 1491, 2101]
table-row: ଚାନ୍ଦବାଲି ୩୮.୬ [1313, 1897, 1491, 1914]
weather-box [1150, 1684, 1495, 2192]
footer-line3: ଅଫିସ-(06646) 234789, ଅନୁଗୋଳ-(06764) 232556, ତାଳଚେର-(06760) 241177, କେନ୍ଦୁଝର ଅଫିସ-(06766) 255546, ଜାଜପୁରରୋଡ୍-(06726) 221081, ରାଉରକେଲା ଅଫିସ- [5, 2258, 819, 2271]
story1-body-b: ଅନୁହରାଜଙ୍କ ନାମ ତାଲିକାର ୨୮ତମ ସ୍ଥାନରେ ରହିଛି। ମେମନ୍, ଆସୁଡ଼ ଅନ୍ସାରୀ ଓ ଏସ୍. ଏସ୍. ଇଟାଲିକ ଭଳି ପ୍ରମୁଖ ବ୍ୟକ୍ତିଙ୍କ ନାମ ମଧ୍ୟ ରହିଛି। ତାଲିକାରେ ଥିବା ଅନ୍ୟମାନଙ୍କ ମଧ୍ୟରେ ଲସ୍କରର ଜକିଉର ରହମାନ ଲଖଭି, ହିଜବୁଲ ମୁଜାହିଦିନ ମୁଖ୍ୟ ସୟଦ ସଲାହୁଦ୍ଦିନ, ବବ୍ବର ଖାଲସା ଇଣ୍ଟରନ୍ୟାସନାଲ ମୁଖ୍ୟ ୱାଧାୱା ସିଂ, ପରମଜିତ ସିଂ ପଞ୍ଜୱାର, ରଣଜିତ ସିଂ ନୀତା ଓ ଲଖବୀର ସିଂ ରୋଡେ ଆଦି ରହିଛନ୍ତି। ସେହିପରି କ୍ୟାପଟେନ ଖାଲିଦ, ଆବଦୁଲ ରଜାକ, ସୟଦ ଜବିଉଦ୍ଦିନ ଓ ଅନ୍ୟାନ୍ୟ କେତେକ ନାମ ମଧ୍ୟ ତାଲିକାରେ ସ୍ଥାନ ପାଇଛି। କେନ୍ଦ୍ର ସରକାର ପାକିସ୍ତାନକୁ ଏହି ବ୍ୟକ୍ତିଙ୍କୁ ଭାରତକୁ ହସ୍ତାନ୍ତର କରିବାକୁ ପୁଣିଥରେ ଦାବି କରିଛନ୍ତି। [255, 382, 490, 555]
history-box [505, 1704, 740, 2192]
weather-title-line1: କେମିତି ରହିବ [1161, 1695, 1258, 1717]
table-row: ଅନୁଗୁଳ ୪୩.୦ [1313, 1931, 1491, 1948]
asanje-body: ସିଡ୍‌ନୀ, ୧୧।୫- ଉଇକିଲିକ୍‌ସ ପ୍ରତିଷ୍ଠାତା ଜୁଲିଆନ ଆସାଞ୍ଜଙ୍କୁ ବୁଧବାର ସିଡ୍‌ନୀ ଶାନ୍ତି ପୁରସ୍କାର ପ୍ରଦାନ କରାଯାଇଛି। ମାନବ ଅଧିକାର ସୁରକ୍ଷା ଓ ସ୍ୱଚ୍ଛତା ପାଇଁ ତାଙ୍କ ଉଲ୍ଲେଖନୀୟ ଅବଦାନକୁ ଦୃଷ୍ଟିରେ ରଖି ସିଡ୍‌ନୀ ଶାନ୍ତି ପ୍ରତିଷ୍ଠାନ ତାଙ୍କୁ ଏହି ସମ୍ମାନ ଦେଇଛି। ପୁରସ୍କାର ସ୍ୱରୂପ ତାଙ୍କୁ ଏକ ସ୍ୱର୍ଣ୍ଣ ପଦକ ପ୍ରଦାନ କରାଯାଇଛି। ଲଣ୍ଡନରେ ଆୟୋଜିତ ଏକ ଉତ୍ସବରେ ଆସାଞ୍ଜ ଏହି ପୁରସ୍କାର ଗ୍ରହଣ କରିଥିଲେ। ସେ ଏହି ସମ୍ମାନ ପାଇଁ କୃତଜ୍ଞତା ଜଣାଇଛନ୍ତି। ଆମେରିକାର ଗୋପନୀୟ ଦସ୍ତାବିଜ ପ୍ରକାଶ କରି ଉଇକିଲିକ୍‌ସ ସାରା ବିଶ୍ୱରେ ଚର୍ଚ୍ଚାର ବିଷୟ ପାଲଟିଥିଲା। [5, 1330, 245, 1488]
table-row: ଫୁଲବାଣୀ ୪୦.୦ [1313, 2033, 1491, 2050]
page-number: ପୃଷ୍ଠା-୭ [695, 128, 740, 143]
rachel-photo [760, 8, 1200, 663]
weather-source: ଭିତ୍ତି: ମେଟ୍ରୋ [1429, 2139, 1491, 2150]
sun-cloud-icon [1379, 1687, 1491, 1769]
story1-headline: ଭାରତର ୫୦ ମୋଷ୍ଟ ୱାଣ୍ଟେଡ୍ [5, 166, 641, 226]
footer-line1: ଭୁବନେଶ୍ୱର(Code.0674)2580101(Advt.), 2580102 (News), Fax No. 2580795.GRAM-Dharitri, ନୂଆଦିଲ୍ଲୀ-(011) 24107152, କଟକ ଅଫିସ-(0671)2321004, [515, 2210, 1305, 2223]
table-row: ହୀରାକୁଦ ୪୨.୦ [1313, 1965, 1491, 1982]
rachel-photo-credit: ଛବି ଇଣ୍ଟରନେଟ [1207, 20, 1218, 86]
table-row: ତିତିଲାଗଡ଼ ୪୪.୫ [1313, 2016, 1491, 2033]
nehru-port-headline: ନେହେରୁ ବନ୍ଦରରେ ଅଗ୍ନିକାଣ୍ଡ: ଜଣେ ମୃତ [518, 1054, 722, 1112]
